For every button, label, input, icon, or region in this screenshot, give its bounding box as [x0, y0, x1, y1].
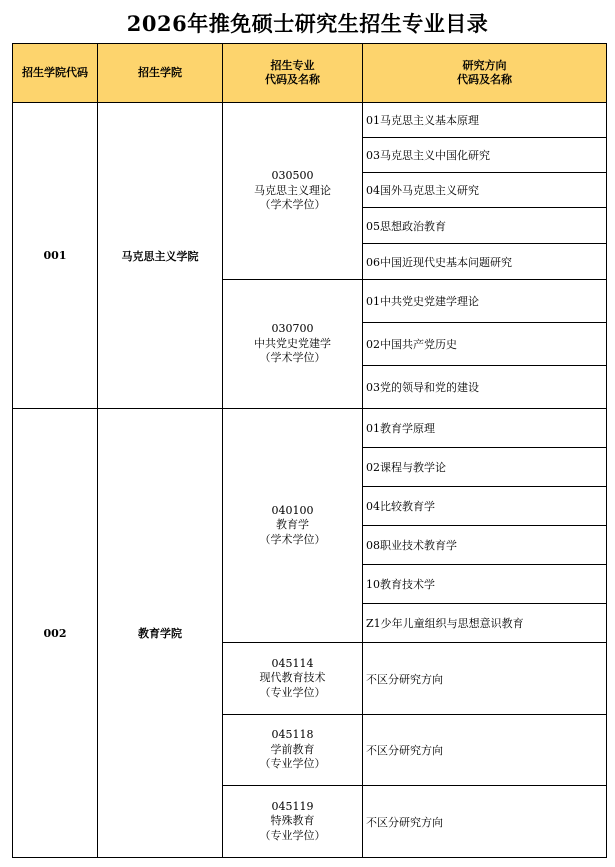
direction-cell: 03马克思主义中国化研究: [363, 138, 607, 173]
header-direction: [363, 44, 607, 103]
college-name: 教育学院: [98, 409, 223, 858]
catalog-table: [12, 43, 607, 858]
major-cell: [223, 103, 363, 280]
major-cell: [223, 786, 363, 858]
direction-cell: Z1少年儿童组织与思想意识教育: [363, 604, 607, 643]
header-college: 招生学院: [98, 44, 223, 103]
direction-cell: 02中国共产党历史: [363, 323, 607, 366]
direction-cell: 04国外马克思主义研究: [363, 173, 607, 208]
major-degree: （学术学位）: [259, 351, 326, 365]
major-code: 030500: [271, 169, 314, 183]
direction-cell: 01马克思主义基本原理: [363, 103, 607, 138]
header-row: [13, 44, 607, 103]
direction-cell: 10教育技术学: [363, 565, 607, 604]
major-cell: [223, 409, 363, 643]
major-name: 现代教育技术: [259, 671, 326, 685]
direction-cell: 04比较教育学: [363, 487, 607, 526]
direction-cell: 01中共党史党建学理论: [363, 280, 607, 323]
direction-cell: 不区分研究方向: [363, 643, 607, 715]
table-row: [13, 103, 607, 138]
major-degree: （学术学位）: [259, 198, 326, 212]
major-degree: （专业学位）: [259, 757, 326, 771]
major-code: 045114: [271, 656, 314, 670]
major-code: 045119: [271, 799, 314, 813]
major-code: 030700: [271, 322, 314, 336]
page-title: 2026年推免硕士研究生招生专业目录: [126, 11, 489, 36]
header-direction-line2: 代码及名称: [457, 73, 512, 86]
header-major-line2: 代码及名称: [265, 73, 320, 86]
header-direction-line1: 研究方向: [462, 59, 507, 72]
major-cell: [223, 280, 363, 409]
major-cell: [223, 715, 363, 786]
college-code: 002: [13, 409, 98, 858]
college-name: 马克思主义学院: [98, 103, 223, 409]
direction-cell: 不区分研究方向: [363, 715, 607, 786]
header-major-line1: 招生专业: [270, 59, 315, 72]
major-cell: [223, 643, 363, 715]
major-code: 040100: [271, 503, 314, 517]
major-degree: （专业学位）: [259, 685, 326, 699]
direction-cell: 03党的领导和党的建设: [363, 366, 607, 409]
major-degree: （学术学位）: [259, 532, 326, 546]
college-code: 001: [13, 103, 98, 409]
major-code: 045118: [271, 728, 314, 742]
table-row: [13, 409, 607, 448]
header-college-code: 招生学院代码: [13, 44, 98, 103]
direction-cell: 06中国近现代史基本问题研究: [363, 244, 607, 280]
header-major: [223, 44, 363, 103]
direction-cell: 01教育学原理: [363, 409, 607, 448]
direction-cell: 08职业技术教育学: [363, 526, 607, 565]
major-name: 教育学: [276, 518, 309, 532]
direction-cell: 不区分研究方向: [363, 786, 607, 858]
major-name: 特殊教育: [270, 814, 315, 828]
major-degree: （专业学位）: [259, 828, 326, 842]
major-name: 中共党史党建学: [254, 336, 331, 350]
direction-cell: 02课程与教学论: [363, 448, 607, 487]
major-name: 学前教育: [270, 742, 315, 756]
major-name: 马克思主义理论: [254, 183, 331, 197]
direction-cell: 05思想政治教育: [363, 208, 607, 244]
